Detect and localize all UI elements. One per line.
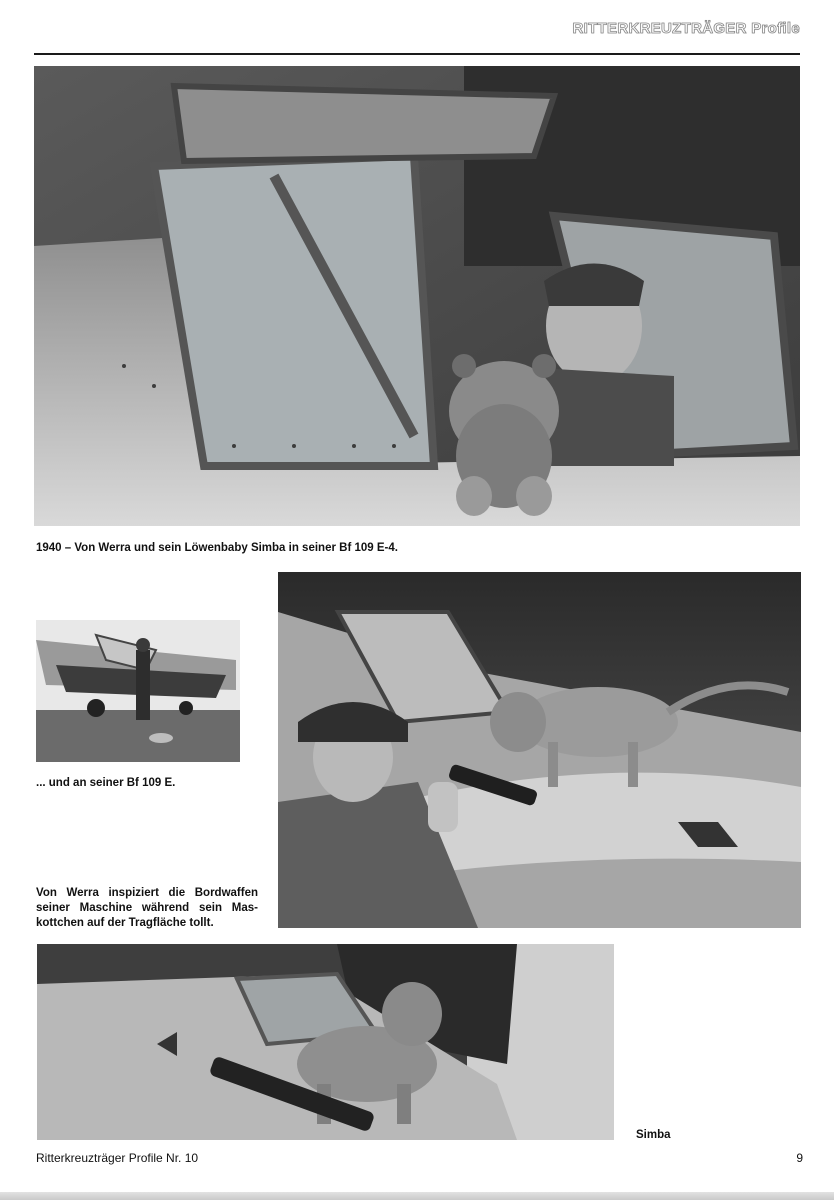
header-divider — [34, 53, 800, 55]
caption-cockpit: 1940 – Von Werra und sein Löwenbaby Simba in seiner Bf 109 E-4. — [36, 542, 398, 554]
photo-simba — [37, 944, 614, 1140]
photo-cockpit — [34, 66, 800, 526]
page-header-title: RITTERKREUZTRÄGER Profile — [572, 20, 800, 37]
footer-publication: Ritterkreuzträger Profile Nr. 10 — [36, 1151, 199, 1165]
simba-photo-icon — [37, 944, 614, 1140]
caption-inspecting: Von Werra inspiziert die Bordwaffen seiner Maschine während sein Mas-kottchen auf der Tragfläche tollt. — [36, 887, 258, 929]
photo-small-aircraft — [36, 620, 240, 762]
page-number: 9 — [796, 1151, 803, 1165]
caption-small-aircraft: ... und an seiner Bf 109 E. — [36, 777, 176, 789]
small-aircraft-photo-icon — [36, 620, 240, 762]
inspecting-photo-icon — [278, 572, 801, 928]
cockpit-photo-icon — [34, 66, 800, 526]
scan-edge — [0, 1192, 834, 1200]
caption-simba: Simba — [636, 1129, 671, 1141]
photo-inspecting — [278, 572, 801, 928]
